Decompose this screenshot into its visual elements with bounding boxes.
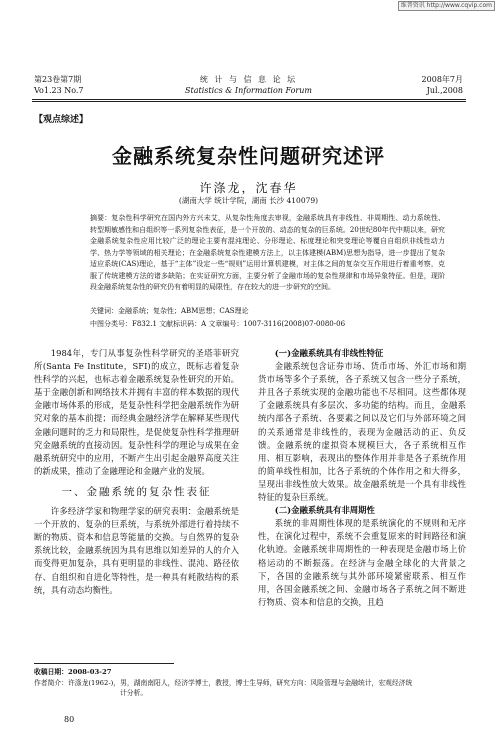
footnote bbox=[34, 667, 466, 699]
watermark: 维普资讯 http://www.cqvip.com bbox=[398, 1, 495, 11]
subsection-paragraph-2: 系统的非周期性体现的是系统演化的不规则和无序性，在演化过程中，系统不会重复原来的时间路径和演化轨迹。金融系统非周期性的一种表现是金融市场上价格运动的不断振荡。在经济与金融全球化的大背景之下，各国的金融系统与其外部环境紧密联系、相互作用，各国金融系统之间、金融市场各子系统之间不断进行物质、资本和信息的交换，且趋 bbox=[258, 518, 466, 607]
date-cn: 2008年7月 bbox=[421, 75, 463, 84]
footnote-rule bbox=[34, 663, 174, 664]
article-title: 金融系统复杂性问题研究述评 bbox=[112, 144, 385, 168]
subsection-heading-1: (一)金融系统具有非线性特征 bbox=[274, 348, 384, 358]
section-paragraph: 许多经济学家和物理学家的研究表明：金融系统是一个开放的、复杂的巨系统，与系统外部进行着持续不断的物质、资本和信息等能量的交换。与自然界的复杂系统比较，金融系统因为具有思维以知差异的人的介入而变得更加复杂，具有更明显的非线性、混沌、路径依存、自组织和自进化等特性，是一种具有耗散结构的系统，具有动态均衡性。 bbox=[34, 506, 239, 595]
body-left-column bbox=[34, 347, 239, 597]
classification: 中图分类号：F832.1 文献标识码：A 文章编号：1007-3116(2008)07-0080-06 bbox=[90, 320, 346, 328]
subsection-heading-2: (二)金融系统具有非周期性 bbox=[274, 505, 375, 516]
body-right-column bbox=[258, 347, 466, 609]
section-tag: 【观点综述】 bbox=[34, 115, 89, 125]
journal-name-en: Statistics & Information Forum bbox=[185, 86, 312, 95]
intro-paragraph: 1984年，专门从事复杂性科学研究的圣塔菲研究所(Santa Fe Institute，SFI)的成立，既标志着复杂性科学的兴起，也标志着金融系统复杂性研究的开始。基于金融创新和网络技术并拥有丰富的样本数据的现代金融市场体系的形成，是复杂性科学把金融系统作为研究对象的基本前提；而经典金融经济学在解释某些现代金融问题时的乏力和局限性，是促使复杂性科学推理研究金融系统的直接动因。复杂性科学的理论与成果在金融系统研究中的应用，不断产生出引起金融界高度关注的新成果，推动了金融理论和金融产业的发展。 bbox=[34, 348, 239, 476]
received-date: 收稿日期：2008-03-27 bbox=[34, 668, 112, 676]
header-rule bbox=[32, 99, 466, 100]
journal-name-cn: 统 计 与 信 息 论 坛 bbox=[199, 75, 298, 84]
authors: 许涤龙，沈春华 bbox=[199, 181, 298, 195]
keywords: 关键词：金融系统；复杂性；ABM思想；CAS理论 bbox=[90, 307, 249, 315]
volume-cn: 第23卷第7期 bbox=[34, 75, 82, 84]
abstract: 摘要：复杂性科学研究在国内外方兴未艾，从复杂性角度去审视，金融系统具有非线性、非周期性、动力系统性、转型期敏感性和自组织等一系列复杂性表征，是一个开放的、动态的复杂的巨系统。20世纪80年代中期以来，研究金融系统复杂性应用比较广泛的理论主要有混沌理论、分形理论、标度理论和突变理论等覆自自组织非线性动力学、热力学等领域的相关理论；在金融系统复杂性建模方法上，以主体建模(ABM)思想为指导，进一步提出了复杂适应系统(CAS)理论，基于“主体”设定一些“规则”运用计算机建模，对主体之间的复杂交互作用进行着重考察，克服了传统建模方法的诸多缺陷；在实证研究方面，主要分析了金融市场的复杂性规律和市场异象特征。但是，现阶段金融系统复杂性的研究仍有着明显的局限性，存在较大的进一步研究的空间。 bbox=[90, 214, 445, 291]
author-bio-continued: 计分析。 bbox=[120, 689, 148, 697]
section-heading: 一、金融系统的复杂性表征 bbox=[61, 485, 212, 498]
subsection-paragraph-1: 金融系统包含证券市场、货币市场、外汇市场和期货市场等多个子系统，各子系统又包含一些分子系统，并且各子系统实现的金融功能也不尽相同。这些都体现了金融系统具有多层次、多功能的结构。而且，金融系统内部各子系统、各要素之间以及它们与外部环境之间的关系通常是非线性的，表现为金融活动的正、负反馈。金融系统的虚拟资本规模巨大，各子系统相互作用、相互影响，表现出的整体作用并非是各子系统作用的简单线性相加，比各子系统的个体作用之和大得多，呈现出非线性放大效果。故金融系统是一个具有非线性特征的复杂巨系统。 bbox=[258, 361, 466, 503]
journal-date bbox=[422, 74, 463, 96]
author-bio: 作者简介：许涤龙(1962-)，男，湖南南阳人，经济学博士，教授，博士生导师，研究方向：风险管理与金融统计，宏观经济统 bbox=[34, 678, 413, 687]
page-number: 80 bbox=[64, 715, 75, 724]
date-en: Jul.,2008 bbox=[426, 86, 463, 95]
volume-en: Vo1.23 No.7 bbox=[34, 86, 84, 95]
header-rule-thin bbox=[32, 101, 466, 102]
affiliation: (湖南大学 统计学院，湖南 长沙 410079) bbox=[178, 196, 319, 205]
